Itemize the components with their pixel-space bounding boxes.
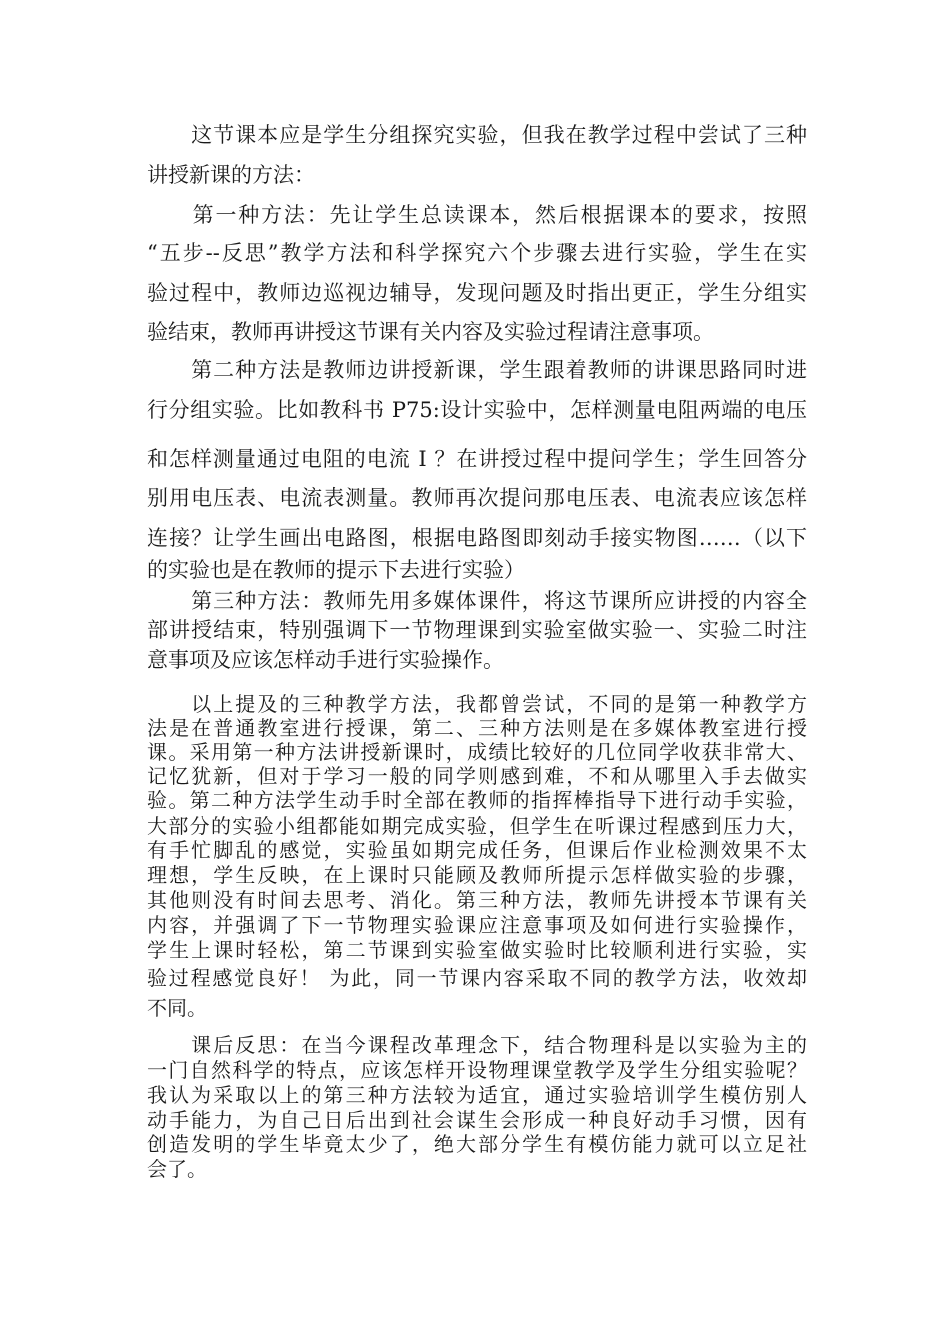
text-line: 法是在普通教室进行授课，第二、三种方法则是在多媒体教室进行授 bbox=[147, 716, 807, 740]
text-line: 验过程中，教师边巡视边辅导，发现问题及时指出更正，学生分组实 bbox=[147, 281, 807, 305]
text-line: 讲授新课的方法： bbox=[147, 163, 315, 187]
text-line: 连接？让学生画出电路图，根据电路图即刻动手接实物图……（以下 bbox=[147, 526, 807, 550]
text-line: 理想，学生反映，在上课时只能顾及教师所提示怎样做实验的步骤， bbox=[147, 863, 807, 887]
text-line: 这节课本应是学生分组探究实验，但我在教学过程中尝试了三种 bbox=[147, 123, 807, 147]
text-line: 意事项及应该怎样动手进行实验操作。 bbox=[147, 648, 504, 672]
text-line: 的实验也是在教师的提示下去进行实验） bbox=[147, 558, 525, 582]
text-line: 不同。 bbox=[147, 996, 207, 1020]
text-line: 创造发明的学生毕竟太少了，绝大部分学生有模仿能力就可以立足社 bbox=[147, 1132, 807, 1156]
text-line: 别用电压表、电流表测量。教师再次提问那电压表、电流表应该怎样 bbox=[147, 486, 807, 510]
text-line: 课。采用第一种方法讲授新课时，成绩比较好的几位同学收获非常大、 bbox=[147, 740, 807, 764]
text-line: 第三种方法：教师先用多媒体课件，将这节课所应讲授的内容全 bbox=[147, 589, 807, 613]
text-line: 第一种方法：先让学生总读课本，然后根据课本的要求，按照 bbox=[147, 203, 807, 227]
text-line: 记忆犹新，但对于学习一般的同学则感到难，不和从哪里入手去做实 bbox=[147, 764, 807, 788]
text-line: 学生上课时轻松，第二节课到实验室做实验时比较顺利进行实验，实 bbox=[147, 938, 807, 962]
text-line: 有手忙脚乱的感觉，实验虽如期完成任务，但课后作业检测效果不太 bbox=[147, 838, 807, 862]
text-line: 一门自然科学的特点，应该怎样开设物理课堂教学及学生分组实验呢？ bbox=[147, 1058, 807, 1082]
text-line: 第二种方法是教师边讲授新课，学生跟着教师的讲课思路同时进 bbox=[147, 358, 807, 382]
text-line: 动手能力，为自己日后出到社会谋生会形成一种良好动手习惯，因有 bbox=[147, 1108, 807, 1132]
text-line: 验过程感觉良好！ 为此，同一节课内容采取不同的教学方法，收效却 bbox=[147, 966, 807, 990]
text-line: 和怎样测量通过电阻的电流 I ？在讲授过程中提问学生；学生回答分 bbox=[147, 447, 807, 471]
text-line: 会了。 bbox=[147, 1157, 207, 1181]
text-line: 我认为采取以上的第三种方法较为适宜，通过实验培训学生模仿别人 bbox=[147, 1083, 807, 1107]
text-line: 课后反思：在当今课程改革理念下，结合物理科是以实验为主的 bbox=[147, 1033, 807, 1057]
text-line: 大部分的实验小组都能如期完成实验，但学生在听课过程感到压力大， bbox=[147, 814, 807, 838]
text-line: 以上提及的三种教学方法，我都曾尝试，不同的是第一种教学方 bbox=[147, 692, 807, 716]
text-line: 内容，并强调了下一节物理实验课应注意事项及如何进行实验操作， bbox=[147, 913, 807, 937]
text-line: 其他则没有时间去思考、消化。第三种方法，教师先讲授本节课有关 bbox=[147, 888, 807, 912]
text-line: 验结束，教师再讲授这节课有关内容及实验过程请注意事项。 bbox=[147, 320, 714, 344]
text-line: 行分组实验。比如教科书 P75:设计实验中，怎样测量电阻两端的电压 bbox=[147, 398, 807, 422]
text-line: “五步--反思”教学方法和科学探究六个步骤去进行实验，学生在实 bbox=[147, 241, 807, 265]
text-line: 部讲授结束，特别强调下一节物理课到实验室做实验一、实验二时注 bbox=[147, 618, 807, 642]
text-line: 验。第二种方法学生动手时全部在教师的指挥棒指导下进行动手实验， bbox=[147, 788, 807, 812]
